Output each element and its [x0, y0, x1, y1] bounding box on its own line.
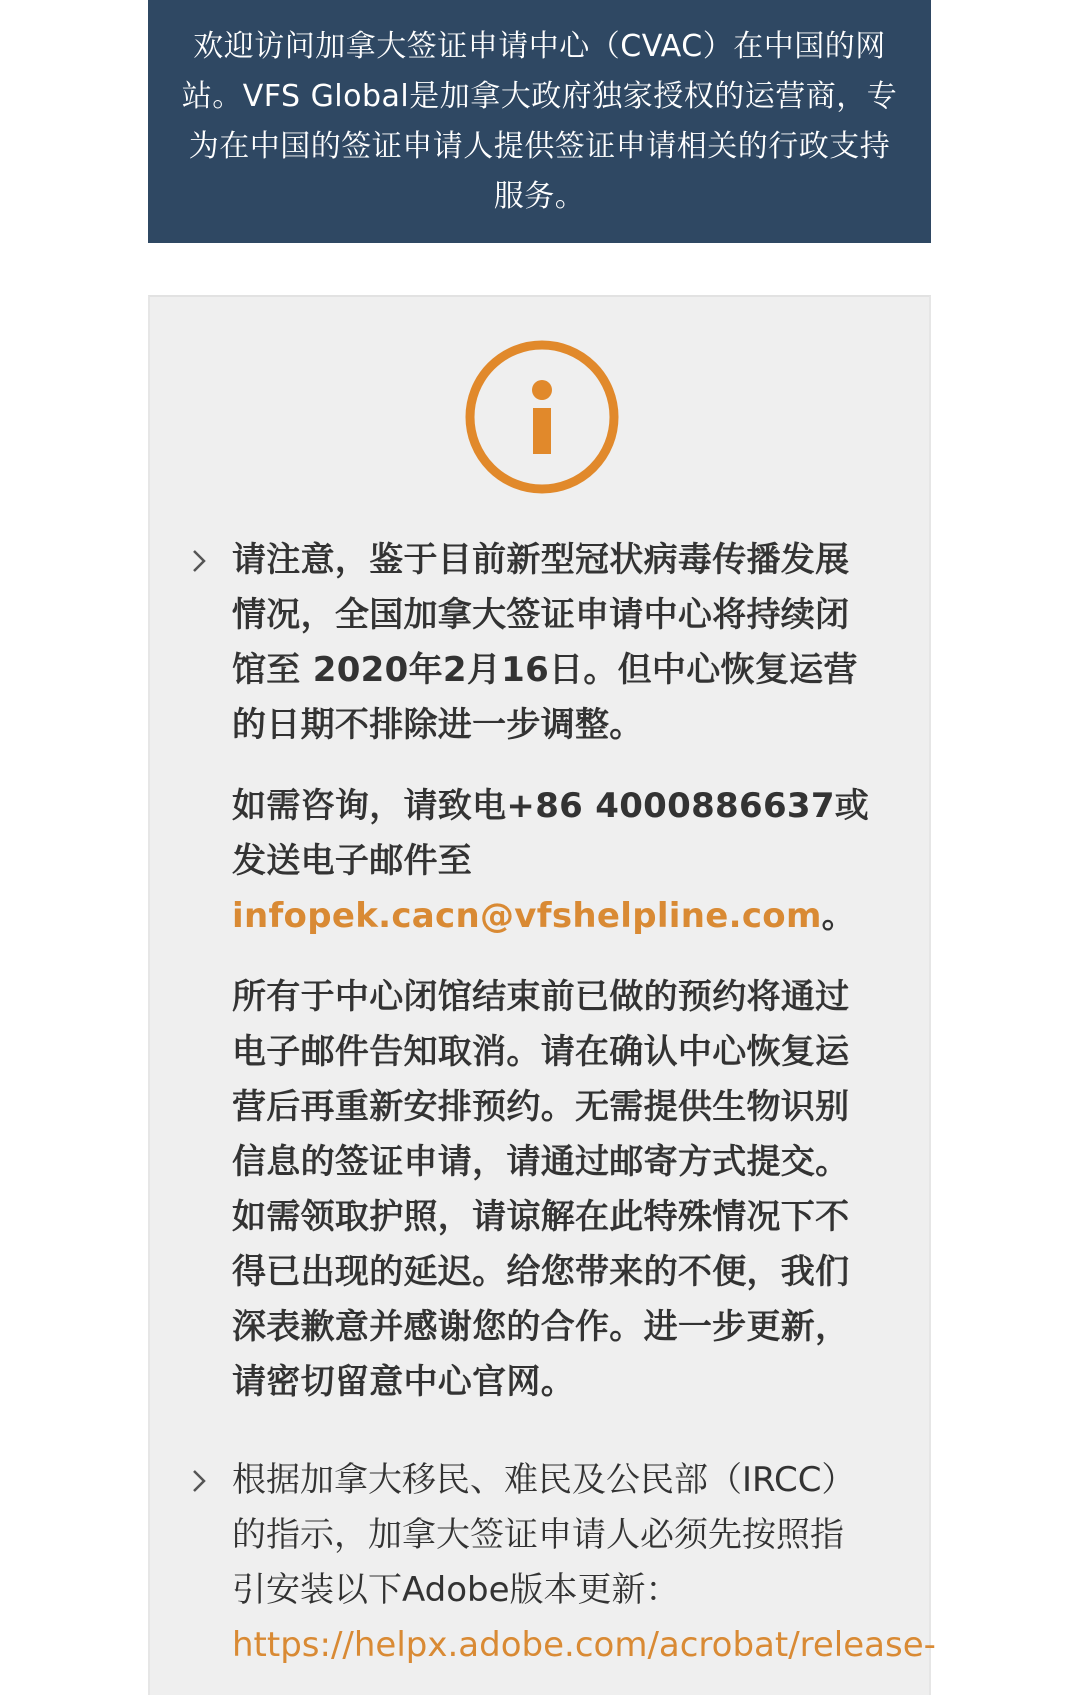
notice-item-body	[232, 533, 872, 1410]
contact-paragraph	[232, 779, 872, 944]
adobe-release-link[interactable]: https://helpx.adobe.com/acrobat/release-	[232, 1625, 936, 1665]
closure-paragraph: 请注意，鉴于目前新型冠状病毒传播发展情况，全国加拿大签证申请中心将持续闭馆至 2020年2月16日。但中心恢复运营的日期不排除进一步调整。	[232, 540, 858, 745]
adobe-paragraph	[232, 1453, 936, 1673]
cancellation-paragraph: 所有于中心闭馆结束前已做的预约将通过电子邮件告知取消。请在确认中心恢复运营后再重新安排预约。无需提供生物识别信息的签证申请，请通过邮寄方式提交。如需领取护照，请谅解在此特殊情况下不得已出现的延迟。给您带来的不便，我们深表歉意并感谢您的合作。进一步更新，请密切留意中心官网。	[232, 977, 850, 1402]
notice-item-body	[232, 1453, 936, 1673]
welcome-text: 欢迎访问加拿大签证申请中心（CVAC）在中国的网站。VFS Global是加拿大政府独家授权的运营商，专为在中国的签证申请人提供签证申请相关的行政支持服务。	[181, 29, 898, 214]
welcome-banner	[148, 0, 931, 243]
email-link[interactable]: infopek.cacn@vfshelpline.com	[232, 896, 822, 936]
info-circle-icon	[462, 337, 622, 497]
chevron-right-icon[interactable]	[188, 1467, 210, 1495]
notice-card	[148, 295, 936, 1695]
chevron-right-icon[interactable]	[188, 547, 210, 575]
contact-text-end: 。	[821, 896, 856, 936]
contact-text: 如需咨询，请致电+86 4000886637或发送电子邮件至	[232, 786, 870, 881]
adobe-text: 根据加拿大移民、难民及公民部（IRCC）的指示，加拿大签证申请人必须先按照指引安装以下Adobe版本更新：	[232, 1460, 856, 1610]
